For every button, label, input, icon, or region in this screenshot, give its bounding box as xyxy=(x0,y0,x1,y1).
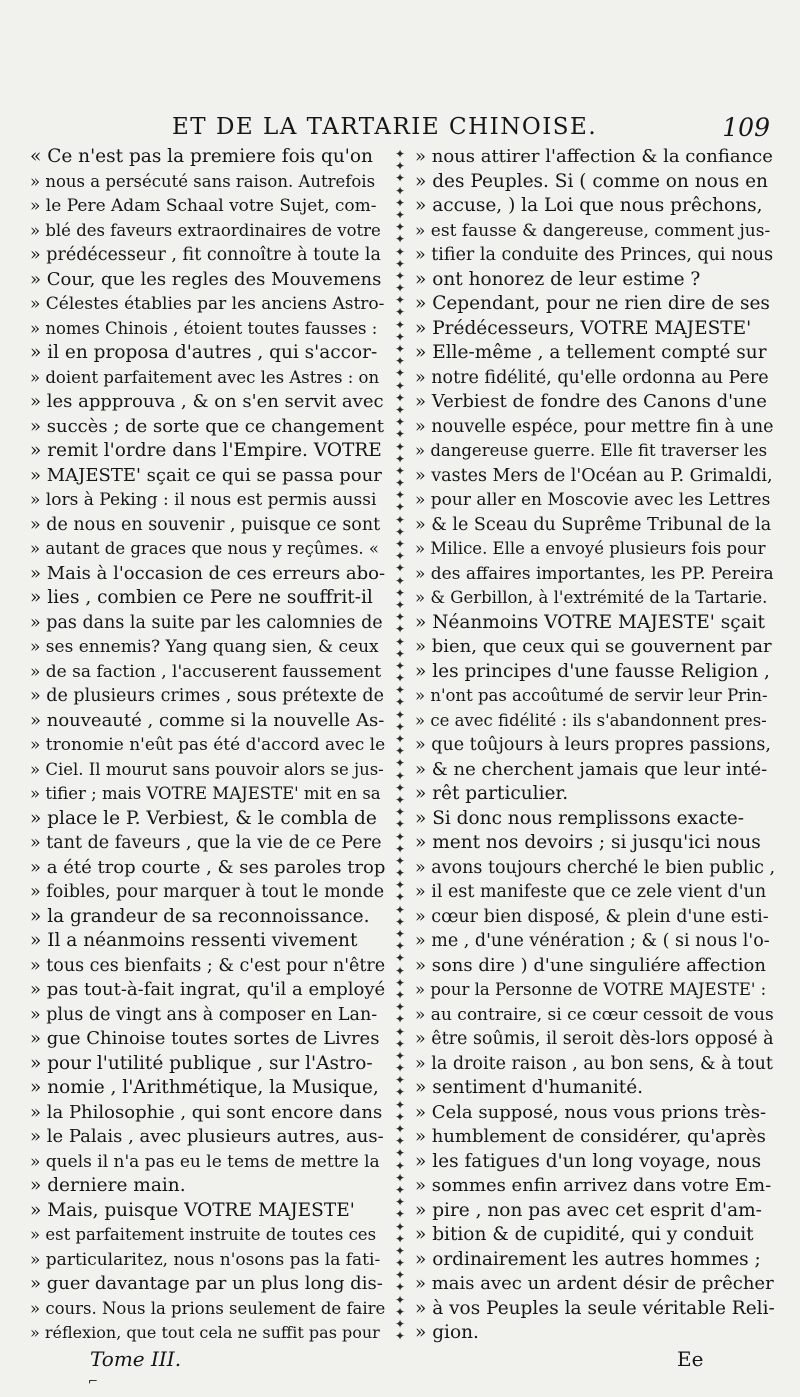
divider-ornament-icon: ✦ xyxy=(394,1182,406,1197)
divider-ornament-icon: ✦ xyxy=(394,683,406,698)
divider-ornament-icon: ✦ xyxy=(394,768,406,783)
text-line: » bition & de cupidité, qui y conduit xyxy=(415,1224,754,1245)
text-line: » pas dans la suite par les calomnies de xyxy=(30,612,383,633)
divider-ornament-icon: ✦ xyxy=(394,1195,406,1210)
divider-ornament-icon: ✦ xyxy=(394,707,406,722)
divider-ornament-icon: ✦ xyxy=(394,293,406,308)
text-line: » lies , combien ce Pere ne souffrit-il xyxy=(30,587,373,608)
text-line: » nomie , l'Arithmétique, la Musique, xyxy=(30,1077,379,1098)
text-line: » les appprouva , & on s'en servit avec xyxy=(30,391,384,412)
divider-ornament-icon: ✦ xyxy=(394,866,406,881)
text-line: » ce avec fidélité : ils s'abandonnent pres- xyxy=(415,710,767,730)
text-line: » nomes Chinois , étoient toutes fausses : xyxy=(30,318,378,338)
divider-ornament-icon: ✦ xyxy=(394,1317,406,1331)
divider-ornament-icon: ✦ xyxy=(394,463,406,478)
divider-ornament-icon: ✦ xyxy=(394,1000,406,1015)
divider-ornament-icon: ✦ xyxy=(394,183,406,198)
divider-ornament-icon: ✦ xyxy=(394,329,406,344)
text-line: » les fatigues d'un long voyage, nous xyxy=(415,1150,762,1172)
divider-ornament-icon: ✦ xyxy=(394,853,406,868)
text-line: » & Gerbillon, à l'extrémité de la Tartarie. xyxy=(415,588,768,607)
text-line: » pour la Personne de VOTRE MAJESTE' : xyxy=(415,980,767,999)
text-line: » cœur bien disposé, & plein d'une esti- xyxy=(415,906,769,927)
divider-ornament-icon: ✦ xyxy=(394,512,406,527)
divider-ornament-icon: ✦ xyxy=(394,695,406,710)
text-line: » humblement de considérer, qu'après xyxy=(415,1126,766,1147)
divider-ornament-icon: ✦ xyxy=(394,829,406,844)
text-line: » cours. Nous la prions seulement de faire xyxy=(30,1298,385,1318)
divider-ornament-icon: ✦ xyxy=(394,1158,406,1173)
page-header xyxy=(0,110,800,146)
divider-ornament-icon: ✦ xyxy=(394,451,406,466)
divider-ornament-icon: ✦ xyxy=(394,1061,406,1076)
text-line: » la droite raison , au bon sens, & à tout xyxy=(415,1053,773,1074)
text-line: » à vos Peuples la seule véritable Reli- xyxy=(415,1297,775,1319)
text-line: » dangereuse guerre. Elle fit traverser les xyxy=(415,441,768,460)
text-line: » ordinairement les autres hommes ; xyxy=(415,1248,761,1270)
text-line: » foibles, pour marquer à tout le monde xyxy=(30,882,385,902)
divider-ornament-icon: ✦ xyxy=(394,1280,406,1295)
divider-ornament-icon: ✦ xyxy=(394,1109,406,1124)
text-line: » quels il n'a pas eu le tems de mettre la xyxy=(30,1151,380,1172)
text-line: » pour aller en Moscovie avec les Lettres xyxy=(415,490,771,510)
divider-ornament-icon: ✦ xyxy=(394,500,406,515)
divider-ornament-icon: ✦ xyxy=(394,439,406,454)
divider-ornament-icon: ✦ xyxy=(394,305,406,320)
divider-ornament-icon: ✦ xyxy=(394,390,406,405)
text-line: » Verbiest de fondre des Canons d'une xyxy=(415,391,767,412)
divider-ornament-icon: ✦ xyxy=(394,890,406,905)
text-line: » tronomie n'eût pas été d'accord avec le xyxy=(30,735,385,755)
text-line: » prédécesseur , fit connoître à toute la xyxy=(30,245,381,265)
text-line: » le Pere Adam Schaal votre Sujet, com- xyxy=(30,196,377,216)
divider-ornament-icon: ✦ xyxy=(394,585,406,600)
text-line: » Il a néanmoins ressenti vivement xyxy=(30,930,358,951)
divider-ornament-icon: ✦ xyxy=(394,744,406,759)
text-line: » que toûjours à leurs propres passions, xyxy=(415,735,771,755)
text-line: » au contraire, si ce cœur cessoit de vous xyxy=(415,1004,774,1025)
divider-ornament-icon: ✦ xyxy=(394,732,406,746)
divider-ornament-icon: ✦ xyxy=(394,1024,406,1039)
divider-ornament-icon: ✦ xyxy=(394,987,406,1002)
divider-ornament-icon: ✦ xyxy=(394,1073,406,1088)
text-line: » tifier ; mais VOTRE MAJESTE' mit en sa xyxy=(30,784,381,803)
divider-ornament-icon: ✦ xyxy=(394,914,406,929)
text-line: » la grandeur de sa reconnoissance. xyxy=(30,905,370,927)
divider-ornament-icon: ✦ xyxy=(394,537,406,551)
divider-ornament-icon: ✦ xyxy=(394,561,406,576)
divider-ornament-icon: ✦ xyxy=(394,378,406,393)
text-line: » remit l'ordre dans l'Empire. VOTRE xyxy=(30,440,382,461)
divider-ornament-icon: ✦ xyxy=(394,780,406,795)
divider-ornament-icon: ✦ xyxy=(394,549,406,564)
text-line: » est fausse & dangereuse, comment jus- xyxy=(415,220,771,241)
divider-ornament-icon: ✦ xyxy=(394,841,406,856)
text-line: » Ciel. Il mourut sans pouvoir alors se jus- xyxy=(30,759,384,779)
text-line: » Si donc nous remplissons exacte- xyxy=(415,807,744,829)
divider-ornament-icon: ✦ xyxy=(394,817,406,832)
running-head: ET DE LA TARTARIE CHINOISE. xyxy=(172,114,598,140)
text-line: » nouvelle espéce, pour mettre fin à une xyxy=(415,416,774,437)
divider-ornament-icon: ✦ xyxy=(394,927,406,941)
text-line: » les principes d'une fausse Religion , xyxy=(415,660,770,682)
text-line: » pour l'utilité publique , sur l'Astro- xyxy=(30,1052,373,1074)
divider-ornament-icon: ✦ xyxy=(394,610,406,625)
divider-ornament-icon: ✦ xyxy=(394,342,406,356)
text-line: » a été trop courte , & ses paroles trop xyxy=(30,856,385,878)
text-line: » Mais à l'occasion de ces erreurs abo- xyxy=(30,562,385,584)
text-line: » place le P. Verbiest, & le combla de xyxy=(30,807,377,829)
text-line: » gion. xyxy=(415,1322,479,1343)
divider-ornament-icon: ✦ xyxy=(394,1292,406,1307)
text-line: » succès ; de sorte que ce changement xyxy=(30,415,384,437)
divider-ornament-icon: ✦ xyxy=(394,878,406,893)
text-line: » ment nos devoirs ; si jusqu'ici nous xyxy=(415,832,761,853)
divider-ornament-icon: ✦ xyxy=(394,634,406,649)
divider-ornament-icon: ✦ xyxy=(394,1329,406,1344)
divider-ornament-icon: ✦ xyxy=(394,1231,406,1246)
page-number: 109 xyxy=(722,113,770,142)
text-line: » Célestes établies par les anciens Astro- xyxy=(30,294,385,314)
text-line: » Prédécesseurs, VOTRE MAJESTE' xyxy=(415,317,752,339)
divider-ornament-icon: ✦ xyxy=(394,281,406,296)
text-line: » pas tout-à-fait ingrat, qu'il a employé xyxy=(30,979,385,1000)
divider-ornament-icon: ✦ xyxy=(394,1085,406,1100)
divider-ornament-icon: ✦ xyxy=(394,792,406,807)
divider-ornament-icon: ✦ xyxy=(394,415,406,430)
text-line: » de sa faction , l'accuserent faussement xyxy=(30,661,382,682)
divider-ornament-icon: ✦ xyxy=(394,232,406,247)
divider-ornament-icon: ✦ xyxy=(394,671,406,686)
volume-signature: Tome III. xyxy=(90,1347,182,1371)
divider-ornament-icon: ✦ xyxy=(394,1122,406,1136)
text-line: » bien, que ceux qui se gouvernent par xyxy=(415,636,772,657)
text-line: » Néanmoins VOTRE MAJESTE' sçait xyxy=(415,611,765,633)
text-line: » vastes Mers de l'Océan au P. Grimaldi, xyxy=(415,465,773,486)
text-line: » il est manifeste que ce zele vient d'un xyxy=(415,882,767,902)
text-line: » ses ennemis? Yang quang sien, & ceux xyxy=(30,637,379,657)
divider-ornament-icon: ✦ xyxy=(394,220,406,235)
divider-ornament-icon: ✦ xyxy=(394,268,406,283)
text-line: » être soûmis, il seroit dès-lors opposé à xyxy=(415,1029,774,1049)
text-line: » Mais, puisque VOTRE MAJESTE' xyxy=(30,1199,355,1221)
divider-ornament-icon: ✦ xyxy=(394,658,406,673)
text-line: » des affaires importantes, les PP. Pereira xyxy=(415,563,774,584)
text-line: » tant de faveurs , que la vie de ce Pere xyxy=(30,833,382,853)
divider-ornament-icon: ✦ xyxy=(394,622,406,637)
column-divider-ornaments xyxy=(392,148,408,1342)
divider-ornament-icon: ✦ xyxy=(394,427,406,442)
text-line: » sons dire ) d'une singuliére affection xyxy=(415,954,766,976)
divider-ornament-icon: ✦ xyxy=(394,159,406,174)
text-line: » des Peuples. Si ( comme on nous en xyxy=(415,170,768,192)
catchword: Ee xyxy=(677,1347,704,1371)
text-line: » Cour, que les regles des Mouvemens xyxy=(30,268,382,290)
text-line: » notre fidélité, qu'elle ordonna au Pere xyxy=(415,367,769,388)
divider-ornament-icon: ✦ xyxy=(394,488,406,503)
divider-ornament-icon: ✦ xyxy=(394,756,406,771)
divider-ornament-icon: ✦ xyxy=(394,207,406,222)
divider-ornament-icon: ✦ xyxy=(394,597,406,612)
divider-ornament-icon: ✦ xyxy=(394,1036,406,1051)
text-line: » n'ont pas accoûtumé de servir leur Prin- xyxy=(415,686,768,705)
text-line: » est parfaitement instruite de toutes ces xyxy=(30,1225,377,1244)
text-line: » autant de graces que nous y reçûmes. « xyxy=(30,539,379,558)
divider-ornament-icon: ✦ xyxy=(394,195,406,210)
text-line: » nous a persécuté sans raison. Autrefois xyxy=(30,171,376,191)
text-line: » doient parfaitement avec les Astres : on xyxy=(30,367,380,387)
text-line: » MAJESTE' sçait ce qui se passa pour xyxy=(30,464,382,486)
text-line: » il en proposa d'autres , qui s'accor- xyxy=(30,342,378,363)
text-line: » Milice. Elle a envoyé plusieurs fois pour xyxy=(415,539,766,558)
divider-ornament-icon: ✦ xyxy=(394,476,406,491)
text-line: » derniere main. xyxy=(30,1175,186,1196)
text-line: » tous ces bienfaits ; & c'est pour n'être xyxy=(30,955,385,976)
text-line: » gue Chinoise toutes sortes de Livres xyxy=(30,1028,380,1049)
divider-ornament-icon: ✦ xyxy=(394,354,406,369)
text-line: » de nous en souvenir , puisque ce sont xyxy=(30,514,381,535)
divider-ornament-icon: ✦ xyxy=(394,975,406,990)
divider-ornament-icon: ✦ xyxy=(394,646,406,661)
divider-ornament-icon: ✦ xyxy=(394,1219,406,1234)
divider-ornament-icon: ✦ xyxy=(394,1048,406,1063)
left-column xyxy=(30,145,385,1346)
text-line: » mais avec un ardent désir de prêcher xyxy=(415,1273,774,1294)
text-line: » plus de vingt ans à composer en Lan- xyxy=(30,1004,378,1025)
text-line: » pire , non pas avec cet esprit d'am- xyxy=(415,1199,762,1221)
text-line: » Cela supposé, nous vous prions très- xyxy=(415,1101,767,1123)
text-line: » rêt particulier. xyxy=(415,783,569,804)
divider-ornament-icon: ✦ xyxy=(394,1134,406,1149)
text-line: » & ne cherchent jamais que leur inté- xyxy=(415,758,768,780)
divider-ornament-icon: ✦ xyxy=(394,317,406,332)
divider-ornament-icon: ✦ xyxy=(394,256,406,271)
divider-ornament-icon: ✦ xyxy=(394,573,406,588)
divider-ornament-icon: ✦ xyxy=(394,171,406,186)
text-line: » lors à Peking : il nous est permis aussi xyxy=(30,490,377,510)
divider-ornament-icon: ✦ xyxy=(394,1097,406,1112)
divider-ornament-icon: ✦ xyxy=(394,402,406,417)
text-line: » la Philosophie , qui sont encore dans xyxy=(30,1101,383,1123)
divider-ornament-icon: ✦ xyxy=(394,963,406,978)
text-line: » me , d'une vénération ; & ( si nous l'o- xyxy=(415,931,770,951)
right-column xyxy=(415,145,775,1346)
divider-ornament-icon: ✦ xyxy=(394,719,406,734)
divider-ornament-icon: ✦ xyxy=(394,1268,406,1283)
text-line: » Cependant, pour ne rien dire de ses xyxy=(415,293,770,314)
divider-ornament-icon: ✦ xyxy=(394,1170,406,1185)
divider-ornament-icon: ✦ xyxy=(394,1243,406,1258)
printer-mark: ⌐ xyxy=(88,1374,99,1388)
text-line: » accuse, ) la Loi que nous prêchons, xyxy=(415,195,763,216)
divider-ornament-icon: ✦ xyxy=(394,805,406,820)
text-line: » blé des faveurs extraordinaires de votre xyxy=(30,220,381,240)
divider-ornament-icon: ✦ xyxy=(394,939,406,954)
text-line: » ont honorez de leur estime ? xyxy=(415,268,701,290)
text-line: » nous attirer l'affection & la confiance xyxy=(415,146,773,167)
divider-ornament-icon: ✦ xyxy=(394,1207,406,1222)
text-line: » le Palais , avec plusieurs autres, aus- xyxy=(30,1126,384,1147)
divider-ornament-icon: ✦ xyxy=(394,1304,406,1319)
divider-ornament-icon: ✦ xyxy=(394,524,406,539)
text-line: » réflexion, que tout cela ne suffit pas pour xyxy=(30,1323,380,1342)
divider-ornament-icon: ✦ xyxy=(394,147,406,161)
divider-ornament-icon: ✦ xyxy=(394,1146,406,1161)
text-line: » sentiment d'humanité. xyxy=(415,1077,644,1098)
divider-ornament-icon: ✦ xyxy=(394,902,406,917)
text-line: » nouveauté , comme si la nouvelle As- xyxy=(30,709,385,731)
text-line: » sommes enfin arrivez dans votre Em- xyxy=(415,1175,772,1196)
divider-ornament-icon: ✦ xyxy=(394,1012,406,1027)
text-line: » & le Sceau du Suprême Tribunal de la xyxy=(415,514,772,535)
text-line: » avons toujours cherché le bien public , xyxy=(415,857,775,878)
text-line: » Elle-même , a tellement compté sur xyxy=(415,342,767,363)
text-line: » de plusieurs crimes , sous prétexte de xyxy=(30,686,384,706)
divider-ornament-icon: ✦ xyxy=(394,244,406,259)
divider-ornament-icon: ✦ xyxy=(394,951,406,966)
text-line: « Ce n'est pas la premiere fois qu'on xyxy=(30,146,373,167)
text-line: » particularitez, nous n'osons pas la fati- xyxy=(30,1249,381,1270)
text-line: » tifier la conduite des Princes, qui nous xyxy=(415,245,774,265)
divider-ornament-icon: ✦ xyxy=(394,366,406,381)
divider-ornament-icon: ✦ xyxy=(394,1256,406,1271)
text-line: » guer davantage par un plus long dis- xyxy=(30,1273,383,1294)
